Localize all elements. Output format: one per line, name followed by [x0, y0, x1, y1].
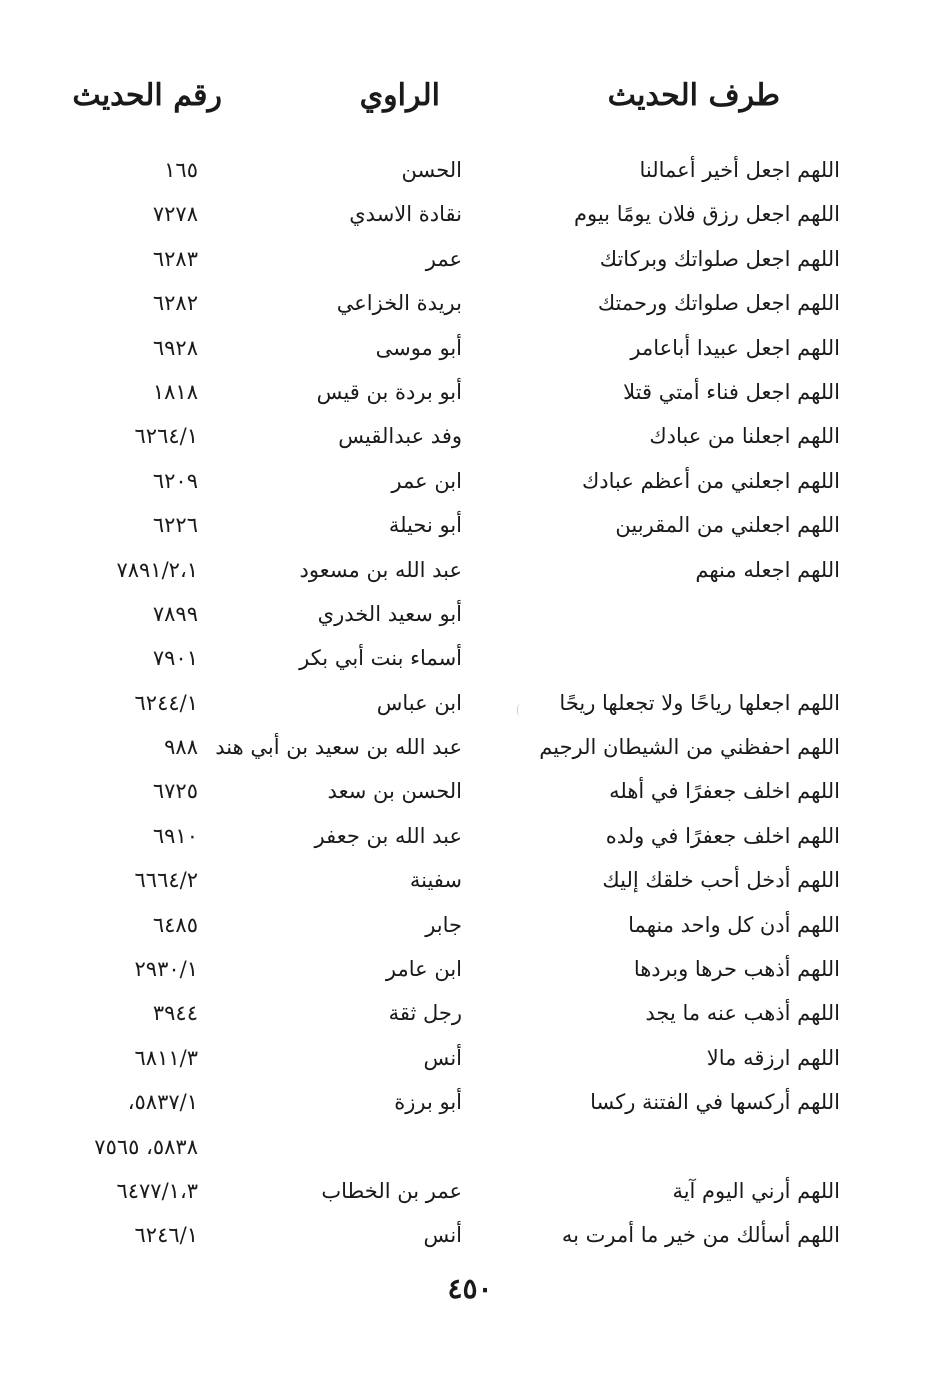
- hadith-cell: اللهم اجعل أخير أعمالنا: [639, 158, 840, 182]
- narrator-cell: أسماء بنت أبي بكر: [299, 646, 462, 671]
- hadith-index-table: [0, 150, 940, 1260]
- table-row: [0, 860, 940, 904]
- number-cell: ٦٢٦٤/١: [134, 424, 198, 449]
- number-cell: ٧٩٠١: [152, 646, 198, 671]
- narrator-cell: بريدة الخزاعي: [336, 291, 462, 316]
- table-row: [0, 771, 940, 815]
- narrator-cell: عمر: [425, 246, 462, 271]
- table-row: [0, 1038, 940, 1082]
- table-row: [0, 194, 940, 238]
- table-row: [0, 461, 940, 505]
- column-header-narrator: الراوي: [359, 78, 440, 113]
- hadith-cell: اللهم اجعل صلواتك وبركاتك: [599, 246, 840, 271]
- narrator-cell: ابن عباس: [376, 690, 462, 715]
- number-cell: ٦٢٠٩: [152, 468, 198, 493]
- narrator-cell: نقادة الاسدي: [349, 202, 462, 227]
- margin-mark: [517, 704, 522, 716]
- hadith-cell: اللهم أدخل أحب خلقك إليك: [602, 868, 840, 893]
- table-row: [0, 372, 940, 416]
- table-row: [0, 638, 940, 682]
- narrator-cell: ابن عامر: [385, 957, 462, 982]
- number-cell: ٢٩٣٠/١: [134, 957, 198, 982]
- table-row: [0, 550, 940, 594]
- number-cell: ٥٨٣٧/١،: [127, 1090, 198, 1115]
- narrator-cell: أبو موسى: [375, 335, 462, 360]
- hadith-cell: اللهم أدن كل واحد منهما: [628, 912, 840, 937]
- table-row: [0, 905, 940, 949]
- narrator-cell: أبو نحيلة: [388, 513, 462, 538]
- narrator-cell: وفد عبدالقيس: [338, 424, 462, 449]
- table-row: [0, 328, 940, 372]
- number-cell: ٦٢٨٣: [152, 246, 198, 271]
- table-row: [0, 1082, 940, 1126]
- table-row: [0, 150, 940, 194]
- table-row: [0, 993, 940, 1037]
- narrator-cell: الحسن: [401, 158, 462, 182]
- hadith-cell: اللهم أرني اليوم آية: [672, 1178, 840, 1203]
- narrator-cell: ابن عمر: [391, 468, 462, 493]
- hadith-cell: اللهم اجعلها رياحًا ولا تجعلها ريحًا: [559, 690, 840, 715]
- number-cell: ٧٨٩١/٢،١: [116, 557, 198, 582]
- number-cell: ١٨١٨: [152, 379, 198, 404]
- number-cell: ٦٢٨٢: [152, 291, 198, 316]
- column-header-hadith: طرف الحديث: [607, 78, 780, 113]
- number-cell: ٧٢٧٨: [152, 202, 198, 227]
- number-cell: ٦٨١١/٣: [134, 1045, 198, 1070]
- hadith-cell: اللهم اجعلني من المقربين: [615, 513, 840, 538]
- number-cell: ٣٩٤٤: [152, 1001, 198, 1026]
- hadith-cell: اللهم اجعل صلواتك ورحمتك: [597, 291, 840, 316]
- table-row: [0, 239, 940, 283]
- number-cell: ٦٢٤٦/١: [134, 1223, 198, 1248]
- hadith-cell: اللهم اجعل رزق فلان يومًا بيوم: [573, 202, 840, 227]
- number-cell: ٦٩٢٨: [152, 335, 198, 360]
- narrator-cell: سفينة: [409, 868, 462, 893]
- hadith-cell: اللهم اجعلنا من عبادك: [649, 424, 840, 449]
- narrator-cell: عبد الله بن مسعود: [299, 557, 462, 582]
- hadith-cell: اللهم احفظني من الشيطان الرجيم: [539, 735, 840, 760]
- table-row: [0, 816, 940, 860]
- table-row: [0, 683, 940, 727]
- hadith-cell: اللهم ارزقه مالا: [706, 1045, 840, 1070]
- table-row: [0, 283, 940, 327]
- table-row: [0, 727, 940, 771]
- number-cell: ٧٨٩٩: [152, 601, 198, 626]
- narrator-cell: أبو برزة: [394, 1090, 462, 1115]
- hadith-cell: اللهم اخلف جعفرًا في أهله: [609, 779, 840, 804]
- hadith-cell: اللهم أذهب حرها وبردها: [633, 957, 840, 982]
- narrator-cell: الحسن بن سعد: [327, 779, 462, 804]
- narrator-cell: عبد الله بن جعفر: [314, 823, 462, 848]
- narrator-cell: أبو سعيد الخدري: [317, 601, 462, 626]
- narrator-cell: عبد الله بن سعيد بن أبي هند: [215, 735, 462, 760]
- hadith-cell: اللهم اجعل فناء أمتي قتلا: [623, 379, 840, 404]
- column-header-number: رقم الحديث: [72, 78, 222, 113]
- narrator-cell: رجل ثقة: [388, 1001, 462, 1026]
- narrator-cell: أنس: [423, 1223, 462, 1248]
- table-row: [0, 949, 940, 993]
- narrator-cell: أنس: [423, 1045, 462, 1070]
- table-header: [0, 78, 940, 118]
- number-cell: ٦٩١٠: [152, 823, 198, 848]
- number-cell: ٦٤٨٥: [152, 912, 198, 937]
- number-cell: ٩٨٨: [164, 735, 198, 760]
- page-number: ٤٥٠: [447, 1272, 493, 1305]
- hadith-cell: اللهم أركسها في الفتنة ركسا: [590, 1090, 840, 1115]
- number-cell: ٥٨٣٨، ٧٥٦٥: [94, 1134, 198, 1159]
- number-cell: ٦٢٢٦: [152, 513, 198, 538]
- number-cell: ١٦٥: [164, 158, 198, 182]
- hadith-cell: اللهم اجعلني من أعظم عبادك: [581, 468, 840, 493]
- hadith-cell: اللهم اجعله منهم: [695, 557, 840, 582]
- table-row: [0, 1215, 940, 1259]
- number-cell: ٦٢٤٤/١: [134, 690, 198, 715]
- number-cell: ٦٤٧٧/١،٣: [116, 1178, 198, 1203]
- number-cell: ٦٧٢٥: [152, 779, 198, 804]
- table-row: [0, 505, 940, 549]
- hadith-cell: اللهم اخلف جعفرًا في ولده: [605, 823, 840, 848]
- hadith-cell: اللهم أذهب عنه ما يجد: [645, 1001, 840, 1026]
- narrator-cell: عمر بن الخطاب: [321, 1178, 462, 1203]
- table-row: [0, 1171, 940, 1215]
- table-row: [0, 416, 940, 460]
- table-row: [0, 594, 940, 638]
- hadith-cell: اللهم أسألك من خير ما أمرت به: [561, 1223, 840, 1248]
- number-cell: ٦٦٦٤/٢: [134, 868, 198, 893]
- hadith-cell: اللهم اجعل عبيدا أباعامر: [630, 335, 840, 360]
- narrator-cell: جابر: [425, 912, 462, 937]
- narrator-cell: أبو بردة بن قيس: [316, 379, 462, 404]
- table-row: [0, 1127, 940, 1171]
